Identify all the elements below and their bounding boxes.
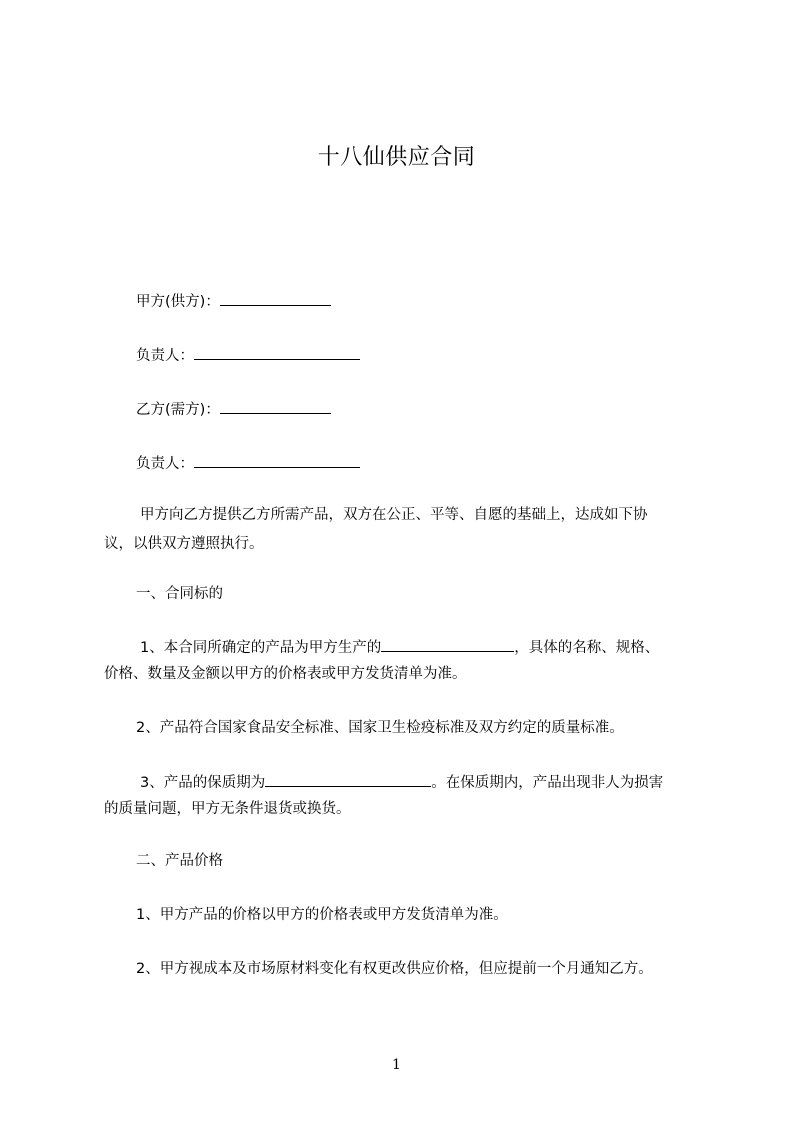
party-a-label: 甲方(供方)： — [136, 294, 220, 310]
section-1-item-3-suffix: 。在保质期内，产品出现非人为损害 — [431, 775, 664, 791]
document-title: 十八仙供应合同 — [317, 145, 476, 170]
section-2-item-1: 1、甲方产品的价格以甲方的价格表或甲方发货清单为准。 — [136, 907, 508, 923]
section-1-item-1-prefix: 1、本合同所确定的产品为甲方生产的 — [140, 640, 382, 656]
party-a-contact-line — [136, 344, 732, 368]
section-1-item-1-suffix: ，具体的名称、规格、 — [514, 640, 660, 656]
party-b-contact-blank[interactable] — [194, 452, 360, 468]
party-a-line — [136, 290, 732, 314]
party-a-contact-blank[interactable] — [194, 344, 360, 360]
section-2-heading: 二、产品价格 — [136, 853, 223, 869]
product-name-blank[interactable] — [381, 636, 514, 652]
section-1-item-3-prefix: 3、产品的保质期为 — [140, 775, 266, 791]
party-b-contact-line — [136, 452, 732, 476]
party-b-label: 乙方(需方)： — [136, 402, 220, 418]
section-1-item-3-line-2: 的质量问题，甲方无条件退货或换货。 — [104, 801, 351, 817]
section-1-item-1 — [140, 636, 736, 660]
section-1-item-3 — [140, 771, 736, 795]
section-2-item-2: 2、甲方视成本及市场原材料变化有权更改供应价格，但应提前一个月通知乙方。 — [136, 961, 653, 977]
shelf-life-blank[interactable] — [265, 771, 431, 787]
party-b-blank[interactable] — [220, 398, 331, 414]
section-1-item-1-line-2: 价格、数量及金额以甲方的价格表或甲方发货清单为准。 — [104, 666, 467, 682]
party-a-blank[interactable] — [220, 290, 331, 306]
party-b-contact-label: 负责人： — [136, 456, 194, 472]
section-1-item-2: 2、产品符合国家食品安全标准、国家卫生检疫标准及双方约定的质量标准。 — [136, 720, 624, 736]
section-1-heading: 一、合同标的 — [136, 586, 223, 602]
page-number: 1 — [392, 1057, 401, 1073]
intro-line-2: 议，以供双方遵照执行。 — [104, 536, 264, 552]
party-a-contact-label: 负责人： — [136, 348, 194, 364]
intro-line-1: 甲方向乙方提供乙方所需产品，双方在公正、平等、自愿的基础上，达成如下协 — [140, 507, 648, 523]
party-b-line — [136, 398, 732, 422]
